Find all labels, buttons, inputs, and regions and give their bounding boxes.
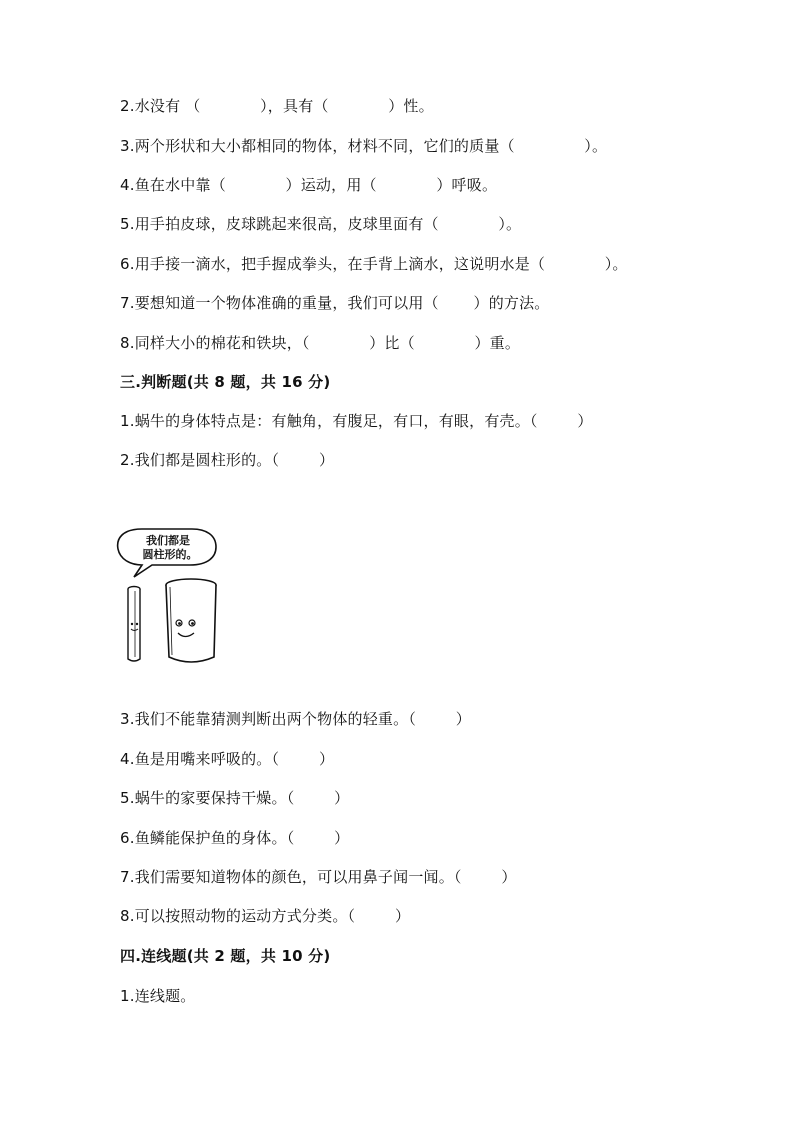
question-fill-6: 6.用手接一滴水，把手握成拳头，在手背上滴水，这说明水是（ ）。: [120, 255, 628, 273]
thin-cylinder-icon: [128, 587, 140, 662]
question-judge-5: 5.蜗牛的家要保持干燥。（ ）: [120, 789, 350, 807]
question-fill-5: 5.用手拍皮球，皮球跳起来很高，皮球里面有（ ）。: [120, 215, 522, 233]
question-judge-8: 8.可以按照动物的运动方式分类。（ ）: [120, 907, 411, 925]
question-judge-7: 7.我们需要知道物体的颜色，可以用鼻子闻一闻。（ ）: [120, 868, 517, 886]
section-heading-judge: 三.判断题(共 8 题，共 16 分): [120, 373, 331, 391]
question-judge-6: 6.鱼鳞能保护鱼的身体。（ ）: [120, 829, 350, 847]
speech-bubble: [118, 529, 216, 577]
question-judge-1: 1.蜗牛的身体特点是：有触角，有腹足，有口，有眼，有壳。（ ）: [120, 412, 593, 430]
question-judge-2: 2.我们都是圆柱形的。（ ）: [120, 451, 335, 469]
speech-line-1: 我们都是: [146, 534, 190, 547]
section-heading-matching: 四.连线题(共 2 题，共 10 分): [120, 947, 331, 965]
question-fill-4: 4.鱼在水中靠（ ）运动，用（ ）呼吸。: [120, 176, 498, 194]
question-judge-3: 3.我们不能靠猜测判断出两个物体的轻重。（ ）: [120, 710, 471, 728]
question-fill-8: 8.同样大小的棉花和铁块，（ ）比（ ）重。: [120, 334, 521, 352]
question-fill-2: 2.水没有 （ ），具有（ ）性。: [120, 97, 434, 115]
speech-line-2: 圆柱形的。: [142, 548, 198, 561]
question-fill-3: 3.两个形状和大小都相同的物体，材料不同，它们的质量（ ）。: [120, 137, 608, 155]
wide-cylinder-icon: [166, 579, 216, 662]
cylinder-figure: [112, 525, 230, 670]
question-matching-1: 1.连线题。: [120, 987, 196, 1005]
question-judge-4: 4.鱼是用嘴来呼吸的。（ ）: [120, 750, 335, 768]
question-fill-7: 7.要想知道一个物体准确的重量，我们可以用（ ）的方法。: [120, 294, 550, 312]
